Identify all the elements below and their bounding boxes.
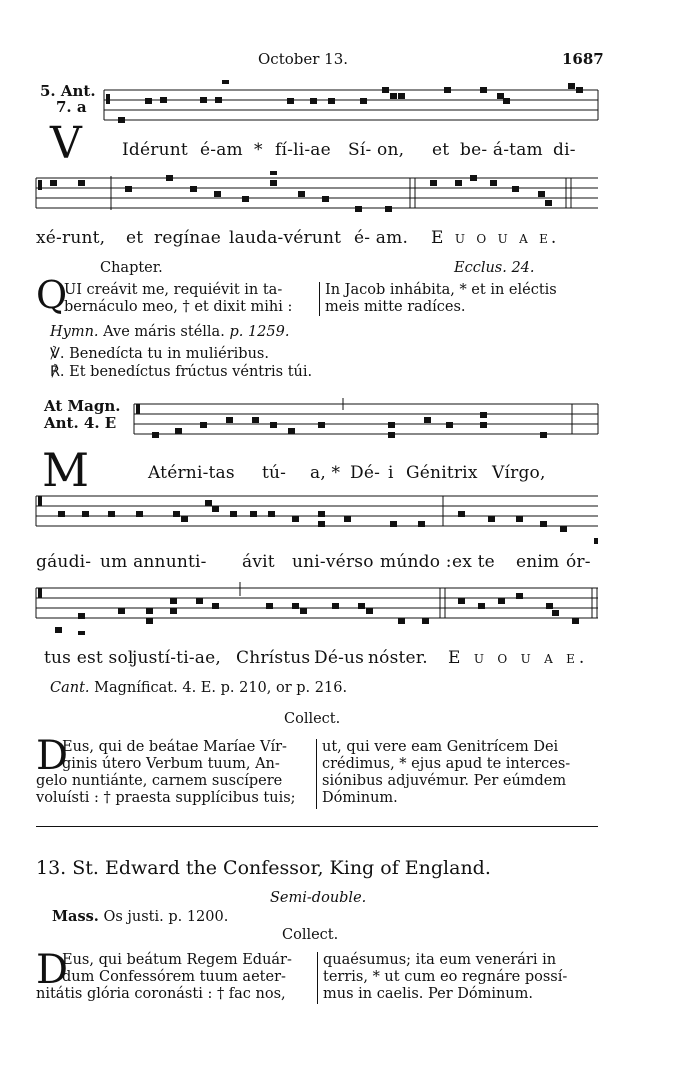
collect2-right-2: terris, * ut cum eo regnáre possí- bbox=[323, 969, 568, 985]
collect1-right-3: siónibus adjuvémur. Per eúmdem bbox=[322, 773, 567, 789]
lyric: Sí- on, bbox=[348, 140, 405, 160]
collect1-left-1: Eus, qui de beátae Maríae Vír- bbox=[62, 739, 287, 755]
canticle-label: Cant. bbox=[50, 680, 90, 696]
lyric: Vírgo, bbox=[492, 463, 546, 483]
collect2-right-1: quaésumus; ita eum venerári in bbox=[323, 952, 557, 968]
lyric: a, * bbox=[310, 463, 341, 483]
collect1-right-2: crédimus, * ejus apud te interces- bbox=[322, 756, 571, 772]
collect-heading: Collect. bbox=[284, 711, 341, 727]
canticle-text: Magníficat. 4. E. p. 210, or p. 216. bbox=[94, 680, 348, 696]
section-divider bbox=[36, 826, 598, 827]
lyric: gáudi- bbox=[36, 552, 92, 572]
lyric: enim bbox=[516, 552, 560, 572]
chapter-left-line-2: bernáculo meo, † et dixit mihi : bbox=[64, 299, 293, 315]
lyric: Génitrix bbox=[406, 463, 478, 483]
lyric: lauda-vérunt bbox=[229, 228, 342, 248]
collect1-left-3: gelo nuntiánte, carnem suscípere bbox=[36, 773, 283, 789]
hymn-label: Hymn. bbox=[50, 324, 99, 340]
chapter-right-line-1: In Jacob inhábita, * et in eléctis bbox=[325, 282, 557, 298]
euouae: E u o u a e. bbox=[431, 228, 560, 248]
lyric: xé-runt, bbox=[36, 228, 106, 248]
hymn-page: p. 1259. bbox=[229, 324, 290, 340]
hymn-line bbox=[50, 324, 289, 341]
chapter-left-line-1: UI creávit me, requiévit in ta- bbox=[64, 282, 283, 298]
collect1-right-1: ut, qui vere eam Genitrícem Dei bbox=[322, 739, 559, 755]
drop-cap-Q: Q bbox=[36, 273, 68, 317]
lyric: fí-li-ae bbox=[275, 140, 331, 160]
lyric: Chrístus bbox=[236, 648, 311, 668]
neumes-staff-4 bbox=[38, 496, 598, 544]
lyric: nóster. bbox=[368, 648, 428, 668]
antiphon-label: 5. Ant. bbox=[40, 82, 96, 100]
drop-cap-M: M bbox=[42, 443, 90, 497]
collect1-left-4: voluísti : † praesta supplícibus tuis; bbox=[36, 790, 296, 806]
column-divider bbox=[316, 739, 317, 809]
music-staff-2 bbox=[0, 170, 678, 230]
lyric: regínae bbox=[154, 228, 222, 248]
neumes-staff-5 bbox=[38, 588, 579, 635]
lyric: et bbox=[126, 228, 144, 248]
mass-line bbox=[52, 908, 228, 926]
lyric: ex te bbox=[452, 552, 495, 572]
lyric: é-am bbox=[200, 140, 243, 160]
running-title: October 13. bbox=[258, 50, 349, 68]
lyric: ór- bbox=[566, 552, 591, 572]
lyric: um annunti- bbox=[100, 552, 207, 572]
response: ℟. Et benedíctus frúctus véntris túi. bbox=[50, 364, 313, 380]
magnificat-label: At Magn. bbox=[44, 397, 121, 415]
feast-title: 13. St. Edward the Confessor, King of England. bbox=[36, 857, 491, 879]
mass-label: Mass. bbox=[52, 908, 99, 925]
lyric: Atérni-tas bbox=[148, 463, 235, 483]
lyric: Dé- bbox=[350, 463, 381, 483]
lyric: uni-vérso bbox=[292, 552, 374, 572]
neumes-staff-2 bbox=[38, 171, 552, 212]
feast-rank: Semi-double. bbox=[270, 890, 367, 906]
lyric: justí-ti-ae, bbox=[132, 648, 221, 668]
canticle-line bbox=[50, 680, 347, 697]
magnificat-mode: Ant. 4. E bbox=[44, 414, 117, 432]
lyric: et bbox=[432, 140, 450, 160]
collect-heading: Collect. bbox=[282, 927, 339, 943]
chapter-reference: Ecclus. 24. bbox=[454, 260, 535, 276]
lyric: di- bbox=[553, 140, 576, 160]
neumes-staff-3 bbox=[136, 404, 547, 438]
euouae: E u o u a e. bbox=[448, 648, 589, 668]
lyric: tus est sol bbox=[44, 648, 134, 668]
lyric: Idérunt bbox=[122, 140, 188, 160]
lyric: i bbox=[388, 463, 394, 483]
page-number: 1687 bbox=[562, 50, 604, 68]
column-divider bbox=[317, 952, 318, 1004]
drop-cap-D: D bbox=[36, 733, 69, 779]
collect2-left-2: dum Confessórem tuum aeter- bbox=[62, 969, 286, 985]
lyric: ávit bbox=[242, 552, 275, 572]
music-staff-5 bbox=[0, 580, 678, 650]
music-staff-3 bbox=[0, 396, 678, 456]
lyric: be- á-tam bbox=[460, 140, 543, 160]
lyric: múndo : bbox=[380, 552, 452, 572]
collect1-right-4: Dóminum. bbox=[322, 790, 398, 806]
collect1-left-2: ginis útero Verbum tuum, An- bbox=[62, 756, 280, 772]
drop-cap-V: V bbox=[50, 118, 82, 169]
chapter-right-line-2: meis mitte radíces. bbox=[325, 299, 466, 315]
music-staff-4 bbox=[0, 488, 678, 548]
column-divider bbox=[319, 282, 320, 316]
hymn-text: Ave máris stélla. bbox=[103, 324, 225, 340]
chapter-heading: Chapter. bbox=[100, 260, 163, 276]
mass-text: Os justi. p. 1200. bbox=[103, 909, 229, 925]
versicle: ℣. Benedícta tu in muliéribus. bbox=[50, 346, 269, 362]
neumes-staff-1 bbox=[106, 80, 583, 123]
lyric: tú- bbox=[262, 463, 287, 483]
lyric: Dé-us bbox=[314, 648, 365, 668]
lyric: * bbox=[254, 140, 263, 160]
collect2-left-1: Eus, qui beátum Regem Eduár- bbox=[62, 952, 292, 968]
lyric: é- am. bbox=[354, 228, 409, 248]
collect2-right-3: mus in caelis. Per Dóminum. bbox=[323, 986, 534, 1002]
antiphon-mode: 7. a bbox=[56, 98, 87, 116]
collect2-left-3: nitátis glória coronásti : † fac nos, bbox=[36, 986, 286, 1002]
drop-cap-D: D bbox=[36, 947, 69, 993]
